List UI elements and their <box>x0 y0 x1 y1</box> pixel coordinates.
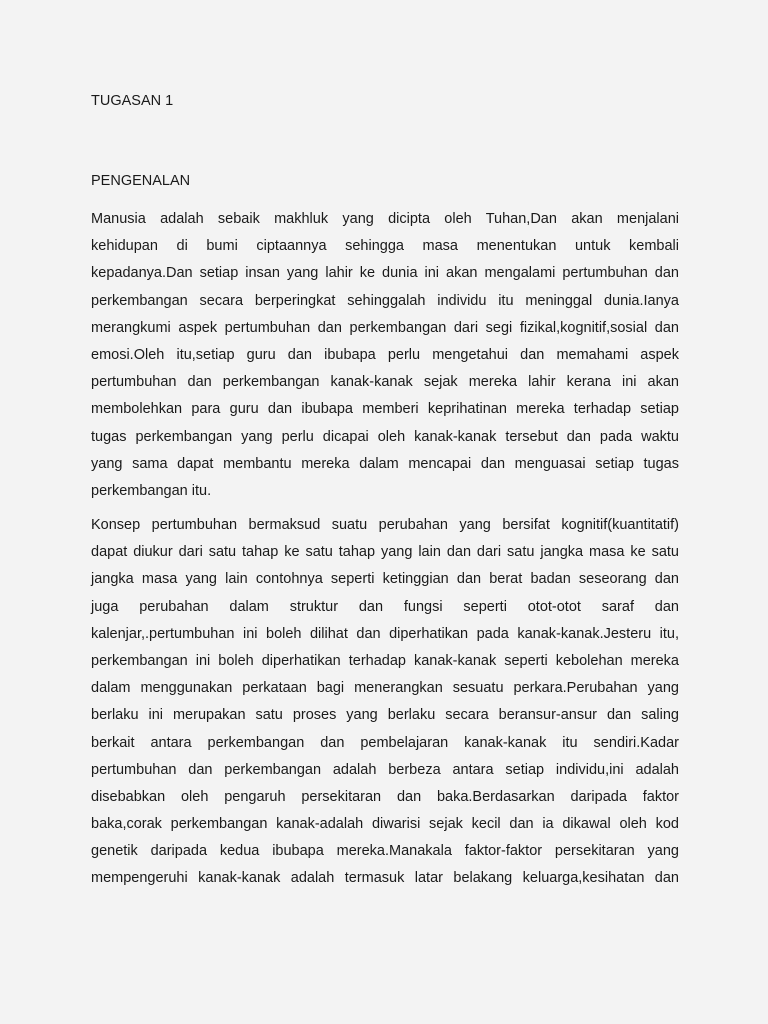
paragraph-line: mempengeruhi kanak-kanak adalah termasuk latar belakang keluarga,kesihatan dan <box>91 870 679 887</box>
paragraph-line: baka,corak perkembangan kanak-adalah diwarisi sejak kecil dan ia dikawal oleh kod <box>91 816 679 833</box>
paragraph-line: dapat diukur dari satu tahap ke satu tahap yang lain dan dari satu jangka masa ke satu <box>91 544 679 561</box>
document-title: TUGASAN 1 <box>91 93 174 109</box>
paragraph-line: tugas perkembangan yang perlu dicapai oleh kanak-kanak tersebut dan pada waktu <box>91 428 679 445</box>
paragraph-line: Manusia adalah sebaik makhluk yang dicipta oleh Tuhan,Dan akan menjalani <box>91 211 679 227</box>
paragraph-line: Konsep pertumbuhan bermaksud suatu perubahan yang bersifat kognitif(kuantitatif) <box>91 517 679 533</box>
paragraph-line: disebabkan oleh pengaruh persekitaran dan baka.Berdasarkan daripada faktor <box>91 788 679 805</box>
paragraph-line: perkembangan secara berperingkat sehinggalah individu itu meninggal dunia.Ianya <box>91 292 679 309</box>
paragraph-growth-concept <box>91 516 679 897</box>
paragraph-line: juga perubahan dalam struktur dan fungsi seperti otot-otot saraf dan <box>91 598 679 615</box>
paragraph-introduction <box>91 210 679 509</box>
paragraph-line: membolehkan para guru dan ibubapa memberi keprihatinan mereka terhadap setiap <box>91 401 679 418</box>
paragraph-line: kepadanya.Dan setiap insan yang lahir ke dunia ini akan mengalami pertumbuhan dan <box>91 265 679 282</box>
paragraph-line: dalam menggunakan perkataan bagi menerangkan sesuatu perkara.Perubahan yang <box>91 680 679 697</box>
paragraph-line: genetik daripada kedua ibubapa mereka.Manakala faktor-faktor persekitaran yang <box>91 843 679 860</box>
paragraph-line: emosi.Oleh itu,setiap guru dan ibubapa perlu mengetahui dan memahami aspek <box>91 346 679 363</box>
paragraph-line: kehidupan di bumi ciptaannya sehingga masa menentukan untuk kembali <box>91 238 679 255</box>
paragraph-line: pertumbuhan dan perkembangan kanak-kanak sejak mereka lahir kerana ini akan <box>91 374 679 391</box>
paragraph-line: jangka masa yang lain contohnya seperti ketinggian dan berat badan seseorang dan <box>91 571 679 588</box>
section-heading: PENGENALAN <box>91 173 191 189</box>
paragraph-line: kalenjar,.pertumbuhan ini boleh dilihat dan diperhatikan pada kanak-kanak.Jesteru itu, <box>91 625 679 642</box>
paragraph-line: perkembangan ini boleh diperhatikan terhadap kanak-kanak seperti kebolehan mereka <box>91 652 679 669</box>
paragraph-line: perkembangan itu. <box>91 482 212 499</box>
paragraph-line: yang sama dapat membantu mereka dalam mencapai dan menguasai setiap tugas <box>91 455 679 472</box>
paragraph-line: berkait antara perkembangan dan pembelajaran kanak-kanak itu sendiri.Kadar <box>91 734 679 751</box>
paragraph-line: berlaku ini merupakan satu proses yang berlaku secara beransur-ansur dan saling <box>91 707 679 724</box>
paragraph-line: merangkumi aspek pertumbuhan dan perkembangan dari segi fizikal,kognitif,sosial dan <box>91 319 679 336</box>
paragraph-line: pertumbuhan dan perkembangan adalah berbeza antara setiap individu,ini adalah <box>91 761 679 778</box>
